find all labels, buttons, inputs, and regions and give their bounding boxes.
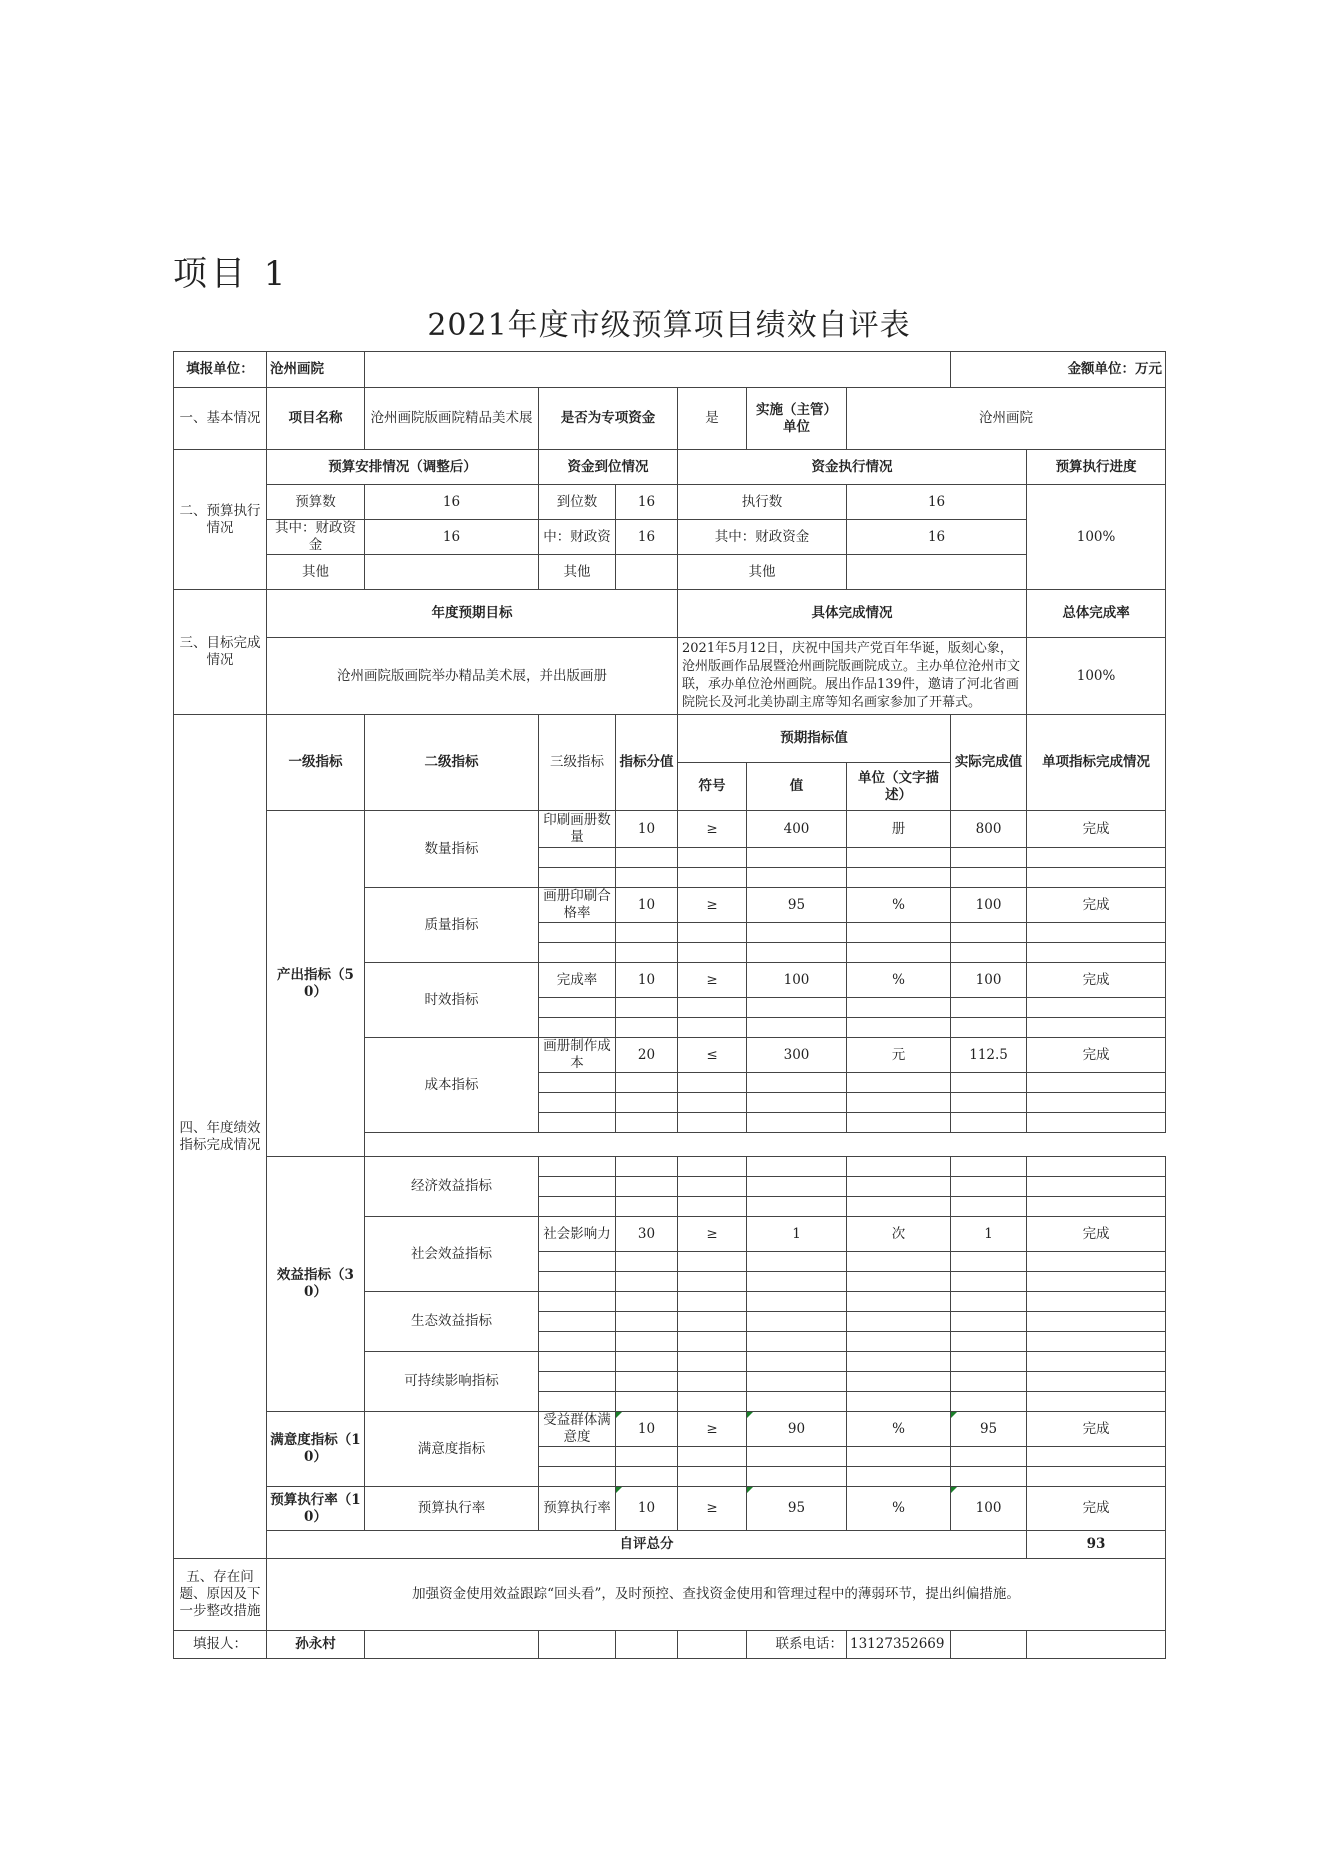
output-indicator: 产出指标（50） [267, 811, 365, 1157]
value-cell: 100 [747, 963, 847, 998]
budget-amount-row [174, 485, 1166, 520]
score-cell: 10 [616, 1487, 678, 1531]
status-cell: 完成 [1027, 1038, 1166, 1073]
budget-fiscal-row [174, 520, 1166, 555]
status-cell: 完成 [1027, 1217, 1166, 1252]
level3-cell: 受益群体满意度 [539, 1412, 616, 1447]
unit-blank [365, 352, 951, 388]
quality-indicator: 质量指标 [365, 888, 539, 963]
exec-rate-level2: 预算执行率 [365, 1487, 539, 1531]
budget-other-row [174, 555, 1166, 590]
project-name: 沧州画院版画院精品美术展 [365, 388, 539, 450]
fiscal-label-1: 其中：财政资金 [267, 520, 365, 555]
unit-head: 单位（文字描述） [847, 763, 951, 811]
annual-goal: 沧州画院版画院举办精品美术展，并出版画册 [267, 638, 678, 715]
footer-row [174, 1631, 1166, 1659]
level2-head: 二级指标 [365, 715, 539, 811]
symbol-cell: ≥ [678, 811, 747, 848]
social-indicator: 社会效益指标 [365, 1217, 539, 1292]
unit-cell: 元 [847, 1038, 951, 1073]
indicator-row [174, 811, 1166, 848]
value-cell: 90 [747, 1412, 847, 1447]
impl-unit-label: 实施（主管）单位 [747, 388, 847, 450]
indicator-row [174, 1157, 1166, 1177]
total-score: 93 [1027, 1531, 1166, 1559]
other-value-2 [616, 555, 678, 590]
value-cell: 1 [747, 1217, 847, 1252]
other-label-3: 其他 [678, 555, 847, 590]
level3-cell: 社会影响力 [539, 1217, 616, 1252]
satisfaction-level2: 满意度指标 [365, 1412, 539, 1487]
budget-label: 预算数 [267, 485, 365, 520]
actual-cell: 95 [951, 1412, 1027, 1447]
score-cell: 10 [616, 1412, 678, 1447]
issues-text: 加强资金使用效益跟踪“回头看”，及时预控、查找资金使用和管理过程中的薄弱环节，提出纠偏措施。 [267, 1559, 1166, 1631]
arrival-value: 16 [616, 485, 678, 520]
symbol-cell: ≥ [678, 888, 747, 923]
total-row [174, 1531, 1166, 1559]
actual-cell: 112.5 [951, 1038, 1027, 1073]
expected-head: 预期指标值 [678, 715, 951, 763]
value-cell: 400 [747, 811, 847, 848]
actual-cell: 100 [951, 963, 1027, 998]
fiscal-value-1: 16 [365, 520, 539, 555]
other-value-1 [365, 555, 539, 590]
fund-exec-head: 资金执行情况 [678, 450, 1027, 485]
status-cell: 完成 [1027, 1412, 1166, 1447]
unit-value: 沧州画院 [267, 352, 365, 388]
overall-rate: 100% [1027, 638, 1166, 715]
amount-unit: 金额单位：万元 [951, 352, 1166, 388]
budget-section: 二、预算执行情况 [174, 450, 267, 590]
value-cell: 95 [747, 888, 847, 923]
value-cell: 300 [747, 1038, 847, 1073]
timeliness-indicator: 时效指标 [365, 963, 539, 1038]
symbol-cell: ≥ [678, 1412, 747, 1447]
score-cell: 10 [616, 811, 678, 848]
indicator-row [174, 1487, 1166, 1531]
benefit-indicator: 效益指标（30） [267, 1157, 365, 1412]
basic-section: 一、基本情况 [174, 388, 267, 450]
annual-goal-head: 年度预期目标 [267, 590, 678, 638]
other-value-3 [847, 555, 1027, 590]
score-head: 指标分值 [616, 715, 678, 811]
actual-cell: 100 [951, 1487, 1027, 1531]
level3-cell: 画册印刷合格率 [539, 888, 616, 923]
indicator-row [174, 1412, 1166, 1447]
fiscal-value-2: 16 [616, 520, 678, 555]
unit-label: 填报单位： [174, 352, 267, 388]
status-head: 单项指标完成情况 [1027, 715, 1166, 811]
level3-cell: 印刷画册数量 [539, 811, 616, 848]
other-label-2: 其他 [539, 555, 616, 590]
page-heading: 项目 1 [173, 254, 290, 294]
level3-cell: 画册制作成本 [539, 1038, 616, 1073]
unit-cell: 次 [847, 1217, 951, 1252]
budget-arrange-head: 预算安排情况（调整后） [267, 450, 539, 485]
goal-head-row [174, 590, 1166, 638]
level3-head: 三级指标 [539, 715, 616, 811]
value-head: 值 [747, 763, 847, 811]
cost-indicator: 成本指标 [365, 1038, 539, 1133]
unit-cell: % [847, 1487, 951, 1531]
exec-rate-indicator: 预算执行率（10） [267, 1487, 365, 1531]
unit-cell: 册 [847, 811, 951, 848]
budget-progress: 100% [1027, 485, 1166, 590]
symbol-cell: ≤ [678, 1038, 747, 1073]
quantity-indicator: 数量指标 [365, 811, 539, 888]
status-cell: 完成 [1027, 963, 1166, 998]
filler-name: 孙永村 [267, 1631, 365, 1659]
form-title: 2021年度市级预算项目绩效自评表 [427, 308, 911, 343]
score-cell: 10 [616, 888, 678, 923]
exec-value: 16 [847, 485, 1027, 520]
evaluation-table [173, 351, 1166, 1659]
fund-arrival-head: 资金到位情况 [539, 450, 678, 485]
project-name-label: 项目名称 [267, 388, 365, 450]
fiscal-label-3: 其中：财政资金 [678, 520, 847, 555]
unit-cell: % [847, 888, 951, 923]
indicator-section: 四、年度绩效指标完成情况 [174, 715, 267, 1559]
value-cell: 95 [747, 1487, 847, 1531]
budget-value: 16 [365, 485, 539, 520]
exec-label: 执行数 [678, 485, 847, 520]
level3-cell: 预算执行率 [539, 1487, 616, 1531]
progress-head: 预算执行进度 [1027, 450, 1166, 485]
goal-body-row [174, 638, 1166, 715]
score-cell: 20 [616, 1038, 678, 1073]
status-cell: 完成 [1027, 811, 1166, 848]
ecological-indicator: 生态效益指标 [365, 1292, 539, 1352]
fiscal-value-3: 16 [847, 520, 1027, 555]
satisfaction-indicator: 满意度指标（10） [267, 1412, 365, 1487]
actual-cell: 100 [951, 888, 1027, 923]
actual-head: 实际完成值 [951, 715, 1027, 811]
total-label: 自评总分 [267, 1531, 1027, 1559]
issues-row [174, 1559, 1166, 1631]
symbol-head: 符号 [678, 763, 747, 811]
budget-head-row [174, 450, 1166, 485]
symbol-cell: ≥ [678, 963, 747, 998]
unit-cell: % [847, 963, 951, 998]
special-fund-value: 是 [678, 388, 747, 450]
economic-indicator: 经济效益指标 [365, 1157, 539, 1217]
overall-rate-head: 总体完成率 [1027, 590, 1166, 638]
level3-cell: 完成率 [539, 963, 616, 998]
impl-unit-value: 沧州画院 [847, 388, 1166, 450]
symbol-cell: ≥ [678, 1487, 747, 1531]
special-fund-label: 是否为专项资金 [539, 388, 678, 450]
indicator-head-row [174, 715, 1166, 763]
completion-detail: 2021年5月12日，庆祝中国共产党百年华诞，版刻心象，沧州版画作品展暨沧州画院版画院成立。主办单位沧州市文联，承办单位沧州画院。展出作品139件，邀请了河北省画院院长及河北美协副主席等知名画家参加了开幕式。 [678, 638, 1027, 715]
status-cell: 完成 [1027, 1487, 1166, 1531]
unit-row [174, 352, 1166, 388]
phone-label: 联系电话： [747, 1631, 847, 1659]
actual-cell: 1 [951, 1217, 1027, 1252]
score-cell: 30 [616, 1217, 678, 1252]
detail-head: 具体完成情况 [678, 590, 1027, 638]
goal-section: 三、目标完成情况 [174, 590, 267, 715]
basic-row [174, 388, 1166, 450]
other-label-1: 其他 [267, 555, 365, 590]
status-cell: 完成 [1027, 888, 1166, 923]
unit-cell: % [847, 1412, 951, 1447]
level1-head: 一级指标 [267, 715, 365, 811]
actual-cell: 800 [951, 811, 1027, 848]
issues-section: 五、存在问题、原因及下一步整改措施 [174, 1559, 267, 1631]
phone-number: 13127352669 [847, 1631, 951, 1659]
filler-label: 填报人： [174, 1631, 267, 1659]
fiscal-label-2: 中：财政资 [539, 520, 616, 555]
symbol-cell: ≥ [678, 1217, 747, 1252]
sustain-indicator: 可持续影响指标 [365, 1352, 539, 1412]
score-cell: 10 [616, 963, 678, 998]
arrival-label: 到位数 [539, 485, 616, 520]
